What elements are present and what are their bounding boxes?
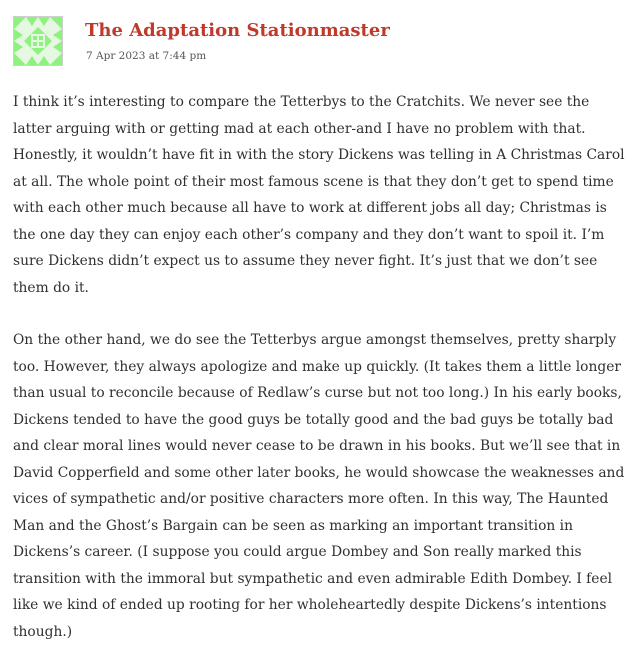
comment-paragraph: I think it’s interesting to compare the Tetterbys to the Cratchits. We never see the latter arguing with or getting mad at each other-and I have no problem with that. Honestly, it wouldn’t have fit in with the story Dickens was telling in A Christmas Carol at all. The whole point of their most famous scene is that they don’t get to spend time with each other much because all have to work at different jobs all day; Christmas is the one day they can enjoy each other’s company and they don’t want to spoil it. I’m sure Dickens didn’t expect us to assume they never fight. It’s just that we don’t see them do it. — [13, 94, 625, 296]
comment-body — [13, 89, 625, 671]
comment-date-link[interactable]: 7 Apr 2023 at 7:44 pm — [86, 50, 207, 62]
identicon-avatar-icon — [14, 17, 62, 65]
avatar[interactable] — [13, 16, 63, 66]
comment-author-link[interactable]: The Adaptation Stationmaster — [85, 20, 390, 41]
comment-paragraph: On the other hand, we do see the Tetterbys argue amongst themselves, pretty sharply too. However, they always apologize and make up quickly. (It takes them a little longer than usual to reconcile because of Redlaw’s curse but not too long.) In his early books, Dickens tended to have the good guys be totally good and the bad guys be totally bad and clear moral lines would never cease to be drawn in his books. But we’ll see that in David Copperfield and some other later books, he would showcase the weaknesses and vices of sympathetic and/or positive characters more often. In this way, The Haunted Man and the Ghost’s Bargain can be seen as marking an important transition in Dickens’s career. (I suppose you could argue Dombey and Son really marked this transition with the immoral but sympathetic and even admirable Edith Dombey. I feel like we kind of ended up rooting for her wholeheartedly despite Dickens’s intentions though.) — [13, 332, 625, 640]
